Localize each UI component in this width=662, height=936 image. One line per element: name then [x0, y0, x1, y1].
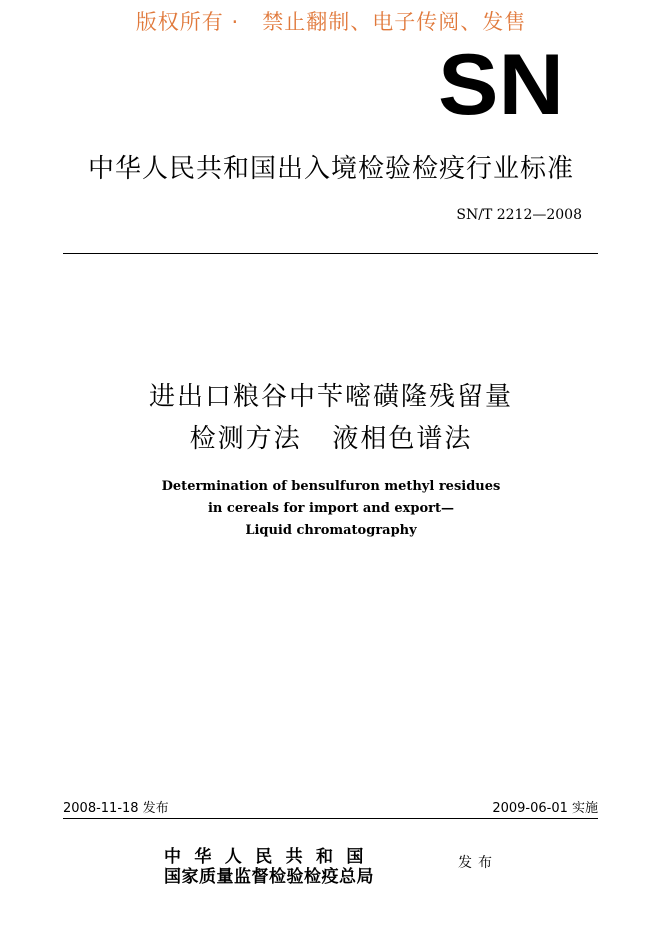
issue-date: 2008-11-18 发布	[63, 801, 169, 816]
english-title-line-2: in cereals for import and export—	[207, 501, 455, 516]
copyright-watermark: 版权所有 · 禁止翻制、电子传阅、发售	[135, 10, 527, 34]
publish-label: 发布	[458, 855, 498, 871]
english-title	[0, 476, 662, 542]
standard-category-title: 中华人民共和国出入境检验检疫行业标准	[87, 154, 574, 184]
standard-code: SN/T 2212—2008	[456, 207, 582, 223]
sn-logo	[436, 50, 566, 118]
publisher-agency: 国家质量监督检验检疫总局	[164, 867, 374, 887]
english-title-line-3: Liquid chromatography	[245, 523, 417, 538]
publisher-country: 中华人民共和国	[164, 847, 377, 867]
sn-logo-text: SN	[438, 50, 564, 118]
implementation-date: 2009-06-01 实施	[492, 801, 598, 816]
header-divider	[63, 253, 598, 254]
footer-divider	[63, 818, 598, 819]
chinese-title-line-2: 检测方法 液相色谱法	[189, 424, 473, 454]
english-title-line-1: Determination of bensulfuron methyl residues	[161, 479, 501, 494]
chinese-title-line-1: 进出口粮谷中苄嘧磺隆残留量	[148, 382, 513, 412]
